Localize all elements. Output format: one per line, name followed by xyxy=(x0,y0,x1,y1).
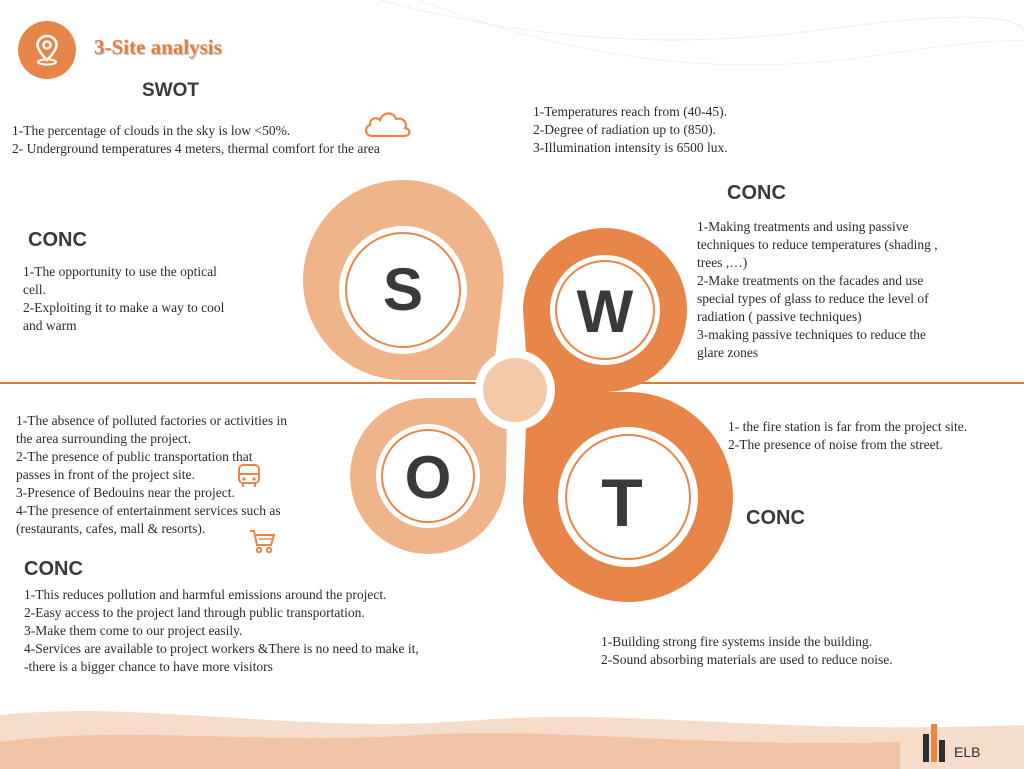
strengths-conc-label: CONC xyxy=(28,229,87,251)
bus-icon xyxy=(236,463,262,489)
shopping-cart-icon xyxy=(248,527,276,555)
center-circle xyxy=(483,358,547,422)
text-line: -there is a bigger chance to have more visitors xyxy=(24,659,273,674)
text-line: techniques to reduce temperatures (shading , xyxy=(697,237,938,252)
text-line: radiation ( passive techniques) xyxy=(697,309,862,324)
text-line: 3-making passive techniques to reduce the xyxy=(697,327,927,342)
logo-text: ELB xyxy=(954,744,981,760)
text-line: 1-Temperatures reach from (40-45). xyxy=(533,104,727,119)
text-line: passes in front of the project site. xyxy=(16,467,195,482)
text-line: 1-The percentage of clouds in the sky is low <50%. xyxy=(12,123,291,138)
text-line: 2-The presence of public transportation that xyxy=(16,449,253,464)
text-line: 1- the fire station is far from the project site. xyxy=(728,419,968,434)
w-letter: W xyxy=(576,278,634,345)
text-line: the area surrounding the project. xyxy=(16,431,192,446)
o-letter: O xyxy=(404,444,452,511)
text-line: cell. xyxy=(23,282,46,297)
text-line: 1-The absence of polluted factories or activities in xyxy=(16,413,288,428)
text-line: 1-Making treatments and using passive xyxy=(697,219,909,234)
s-letter: S xyxy=(382,256,424,323)
swot-subtitle: SWOT xyxy=(142,80,199,101)
threats-conc xyxy=(601,633,893,669)
text-line: 4-The presence of entertainment services such as xyxy=(16,503,281,518)
text-line: 3-Presence of Bedouins near the project. xyxy=(16,485,235,500)
text-line: trees ,…) xyxy=(697,255,748,270)
text-line: 2-The presence of noise from the street. xyxy=(728,437,943,452)
text-line: and warm xyxy=(23,318,77,333)
text-line: 1-This reduces pollution and harmful emissions around the project. xyxy=(24,587,387,602)
opportunities-conc-label: CONC xyxy=(24,558,83,580)
text-line: 4-Services are available to project workers &There is no need to make it, xyxy=(24,641,419,656)
text-line: glare zones xyxy=(697,345,759,360)
weaknesses-conc-label: CONC xyxy=(727,182,786,204)
opportunities-conc xyxy=(24,586,419,676)
text-line: 2-Degree of radiation up to (850). xyxy=(533,122,716,137)
text-line: 2-Easy access to the project land through public transportation. xyxy=(24,605,365,620)
text-line: special types of glass to reduce the level of xyxy=(697,291,929,306)
text-line: 2-Exploiting it to make a way to cool xyxy=(23,300,225,315)
threats-conc-label: CONC xyxy=(746,507,805,529)
elb-logo-icon xyxy=(920,720,950,764)
text-line: 2-Make treatments on the facades and use xyxy=(697,273,924,288)
text-line: 3-Make them come to our project easily. xyxy=(24,623,243,638)
t-letter: T xyxy=(601,465,643,541)
threats-facts xyxy=(728,418,967,454)
text-line: 1-The opportunity to use the optical xyxy=(23,264,217,279)
text-line: 1-Building strong fire systems inside the building. xyxy=(601,634,873,649)
text-line: (restaurants, cafes, mall & resorts). xyxy=(16,521,206,536)
page-title: 3-Site analysis xyxy=(94,35,222,59)
text-line: 2-Sound absorbing materials are used to reduce noise. xyxy=(601,652,893,667)
text-line: 2- Underground temperatures 4 meters, thermal comfort for the area xyxy=(12,141,380,156)
text-line: 3-Illumination intensity is 6500 lux. xyxy=(533,140,728,155)
